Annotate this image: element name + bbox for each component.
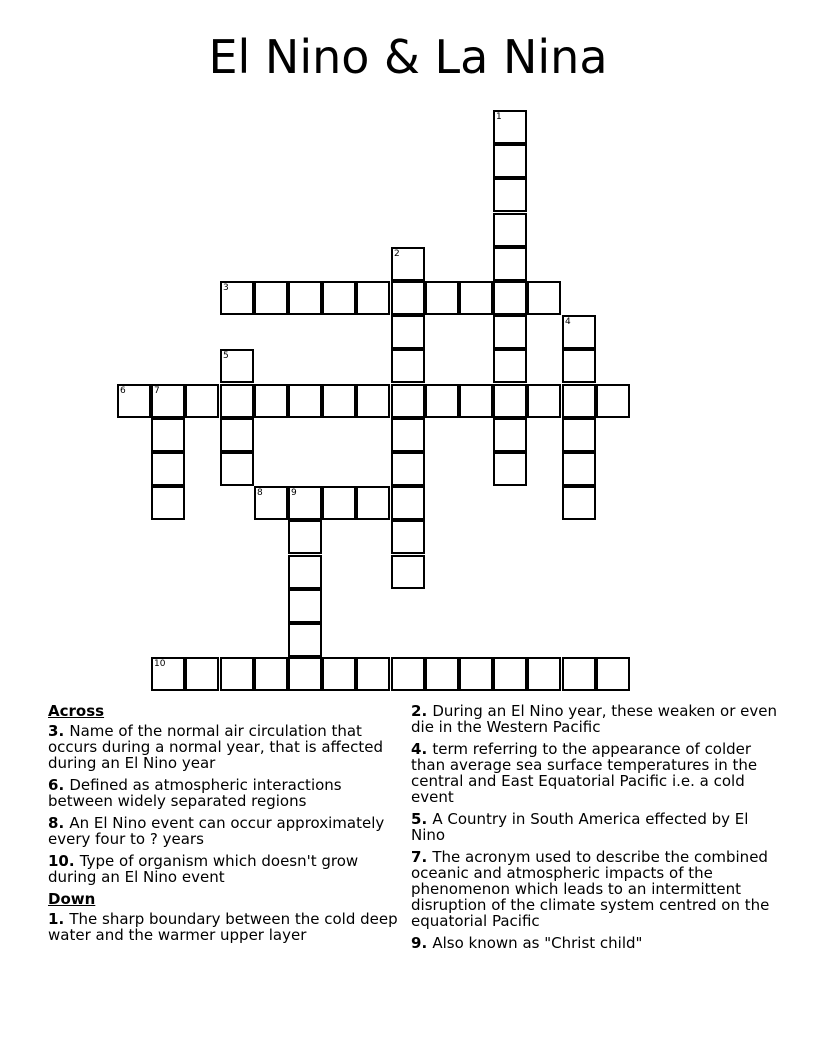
grid-cell[interactable] [220,418,254,452]
clues-column-right [411,703,781,957]
clue-item-number: 1 [48,910,59,928]
grid-cell[interactable] [151,657,185,691]
grid-cell[interactable] [391,247,425,281]
grid-cell[interactable] [254,281,288,315]
grid-cell[interactable] [288,623,322,657]
clue-item-text: Type of organism which doesn't grow during an El Nino event [48,852,359,886]
grid-cell[interactable] [220,384,254,418]
clue-item-number: 3 [48,722,59,740]
clue-item-text: Defined as atmospheric interactions between widely separated regions [48,776,342,810]
grid-cell[interactable] [391,520,425,554]
grid-cell[interactable] [391,384,425,418]
clue-item: 3. Name of the normal air circulation that occurs during a normal year, that is affected during an El Nino year [48,722,383,772]
grid-cell[interactable] [596,657,630,691]
grid-cell[interactable] [356,486,390,520]
clue-number: 7 [154,386,160,396]
grid-cell[interactable] [185,657,219,691]
grid-cell[interactable] [391,281,425,315]
grid-cell[interactable] [322,281,356,315]
grid-cell[interactable] [185,384,219,418]
grid-cell[interactable] [288,657,322,691]
clue-item: 7. The acronym used to describe the combined oceanic and atmospheric impacts of the phenomenon which leads to an intermittent disruption of the climate system centred on the equatorial Pacific [411,848,770,930]
grid-cell[interactable] [220,657,254,691]
clue-number: 9 [291,488,297,498]
clue-item-number: 8 [48,814,59,832]
clue-item-number: 5 [411,810,422,828]
grid-cell[interactable] [425,384,459,418]
grid-cell[interactable] [391,349,425,383]
grid-cell[interactable] [562,315,596,349]
grid-cell[interactable] [288,589,322,623]
grid-cell[interactable] [493,452,527,486]
grid-cell[interactable] [151,486,185,520]
clue-number: 4 [565,317,571,327]
grid-cell[interactable] [459,657,493,691]
clue-item: 2. During an El Nino year, these weaken or even die in the Western Pacific [411,702,777,736]
grid-cell[interactable] [425,281,459,315]
grid-cell[interactable] [254,486,288,520]
clue-number: 2 [394,249,400,259]
clue-item-text: The sharp boundary between the cold deep water and the warmer upper layer [48,910,398,944]
grid-cell[interactable] [493,418,527,452]
grid-cell[interactable] [288,520,322,554]
clue-number: 1 [496,112,502,122]
grid-cell[interactable] [356,281,390,315]
grid-cell[interactable] [562,657,596,691]
grid-cell[interactable] [220,349,254,383]
clue-item-text: Name of the normal air circulation that occurs during a normal year, that is affected during an El Nino year [48,722,383,772]
grid-cell[interactable] [527,384,561,418]
grid-cell[interactable] [493,247,527,281]
grid-cell[interactable] [527,281,561,315]
grid-cell[interactable] [493,657,527,691]
grid-cell[interactable] [391,486,425,520]
grid-cell[interactable] [493,144,527,178]
grid-cell[interactable] [288,486,322,520]
grid-cell[interactable] [527,657,561,691]
grid-cell[interactable] [493,315,527,349]
clue-number: 8 [257,488,263,498]
grid-cell[interactable] [254,384,288,418]
grid-cell[interactable] [493,213,527,247]
clue-item-text: An El Nino event can occur approximately every four to ? years [48,814,385,848]
grid-cell[interactable] [493,349,527,383]
clue-number: 6 [120,386,126,396]
grid-cell[interactable] [322,486,356,520]
grid-cell[interactable] [391,418,425,452]
clue-item-text: term referring to the appearance of colder than average sea surface temperatures in the central and East Equatorial Pacific i.e. a cold event [411,740,758,806]
grid-cell[interactable] [459,281,493,315]
clue-number: 5 [223,351,229,361]
grid-cell[interactable] [493,384,527,418]
across-heading: Across [48,702,105,720]
grid-cell[interactable] [288,281,322,315]
clue-item: 9. Also known as "Christ child" [411,934,643,952]
clue-item-text: During an El Nino year, these weaken or even die in the Western Pacific [411,702,777,736]
clue-item: 10. Type of organism which doesn't grow during an El Nino event [48,852,359,886]
grid-cell[interactable] [288,384,322,418]
grid-cell[interactable] [493,281,527,315]
grid-cell[interactable] [391,452,425,486]
grid-cell[interactable] [151,418,185,452]
grid-cell[interactable] [322,384,356,418]
clue-item: 6. Defined as atmospheric interactions between widely separated regions [48,776,342,810]
clue-item-number: 2 [411,702,422,720]
clue-item-text: A Country in South America effected by El Nino [411,810,749,844]
grid-cell[interactable] [220,452,254,486]
grid-cell[interactable] [493,178,527,212]
grid-cell[interactable] [391,315,425,349]
clue-number: 10 [154,659,166,669]
grid-cell[interactable] [391,555,425,589]
grid-cell[interactable] [356,657,390,691]
grid-cell[interactable] [562,418,596,452]
grid-cell[interactable] [117,384,151,418]
page-title: El Nino & La Nina [208,30,608,84]
clue-item-number: 9 [411,934,422,952]
clue-number: 3 [223,283,229,293]
grid-cell[interactable] [562,349,596,383]
grid-cell[interactable] [562,384,596,418]
clue-item-text: The acronym used to describe the combined oceanic and atmospheric impacts of the phenomenon which leads to an intermittent disruption of the climate system centred on the equatorial Pacific [411,848,770,930]
grid-cell[interactable] [493,110,527,144]
grid-cell[interactable] [220,281,254,315]
down-heading: Down [48,890,96,908]
grid-cell[interactable] [151,452,185,486]
clue-item: 5. A Country in South America effected by El Nino [411,810,749,844]
clue-item-number: 10 [48,852,69,870]
grid-cell[interactable] [425,657,459,691]
clue-item-number: 7 [411,848,422,866]
clue-item: 4. term referring to the appearance of colder than average sea surface temperatures in the central and East Equatorial Pacific i.e. a cold event [411,740,758,806]
clue-item: 1. The sharp boundary between the cold deep water and the warmer upper layer [48,910,398,944]
grid-cell[interactable] [562,486,596,520]
grid-cell[interactable] [391,657,425,691]
grid-cell[interactable] [562,452,596,486]
grid-cell[interactable] [356,384,390,418]
clues-column-left [48,703,403,949]
grid-cell[interactable] [288,555,322,589]
grid-cell[interactable] [254,657,288,691]
grid-cell[interactable] [322,657,356,691]
clue-item: 8. An El Nino event can occur approximately every four to ? years [48,814,385,848]
grid-cell[interactable] [151,384,185,418]
clue-item-text: Also known as "Christ child" [432,934,643,952]
grid-cell[interactable] [459,384,493,418]
grid-cell[interactable] [596,384,630,418]
clue-item-number: 6 [48,776,59,794]
clue-item-number: 4 [411,740,422,758]
